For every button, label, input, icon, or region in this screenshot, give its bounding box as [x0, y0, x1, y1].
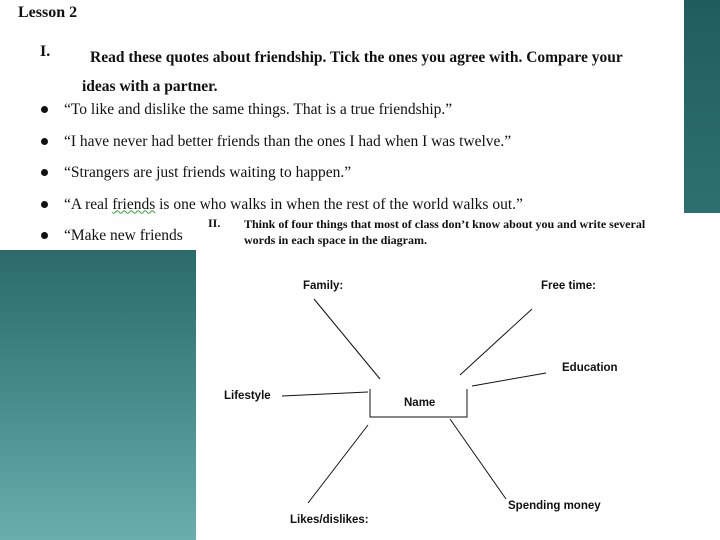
connector-free-time [460, 309, 532, 375]
connector-family [314, 299, 380, 379]
section-2-instruction-line1: Think of four things that most of class don’t know about you and write several [244, 217, 646, 231]
connector-spending-money [450, 419, 506, 499]
section-2-instruction-line2: words in each space in the diagram. [244, 233, 427, 247]
diagram-label-likes-dislikes: Likes/dislikes: [290, 514, 369, 526]
section-1-instruction-line1: Read these quotes about friendship. Tick the ones you agree with. Compare your [90, 49, 623, 66]
quote-text: “Make new friends [64, 227, 183, 244]
diagram-center-label: Name [404, 397, 436, 409]
connector-lifestyle [282, 392, 368, 396]
bullet-icon [41, 169, 48, 176]
diagram-label-free-time: Free time: [541, 280, 596, 292]
bullet-icon [41, 138, 48, 145]
quote-text: “I have never had better friends than the ones I had when I was twelve.” [64, 132, 512, 150]
quote-text: “To like and dislike the same things. That is a true friendship.” [64, 101, 453, 118]
section-2-panel [196, 213, 720, 540]
diagram-label-lifestyle: Lifestyle [224, 390, 271, 402]
section-1-instruction-line2: ideas with a partner. [82, 78, 218, 95]
quote-text: “Strangers are just friends waiting to happen.” [64, 164, 352, 181]
teal-background-right [684, 0, 720, 218]
mind-map-diagram [196, 213, 720, 540]
spellcheck-flagged-word: friends [112, 195, 156, 213]
bullet-icon [41, 106, 48, 113]
quote-item [38, 161, 523, 193]
quote-item [38, 98, 523, 130]
diagram-label-education: Education [562, 362, 618, 374]
connector-education [472, 373, 546, 386]
bullet-icon [41, 232, 48, 239]
teal-background-left [0, 250, 196, 540]
diagram-label-spending-money: Spending money [508, 500, 601, 512]
quote-text-start: “A real [64, 195, 113, 213]
section-1-instruction [82, 43, 690, 101]
lesson-title: Lesson 2 [18, 4, 78, 21]
quote-text-end: is one who walks in when the rest of the world walks out.” [155, 195, 523, 213]
connector-likes-dislikes [308, 425, 368, 503]
bullet-icon [41, 201, 48, 208]
quote-item [38, 130, 523, 162]
diagram-label-family: Family: [303, 280, 344, 292]
section-2-number: II. [208, 216, 221, 230]
section-1-number: I. [40, 43, 51, 60]
